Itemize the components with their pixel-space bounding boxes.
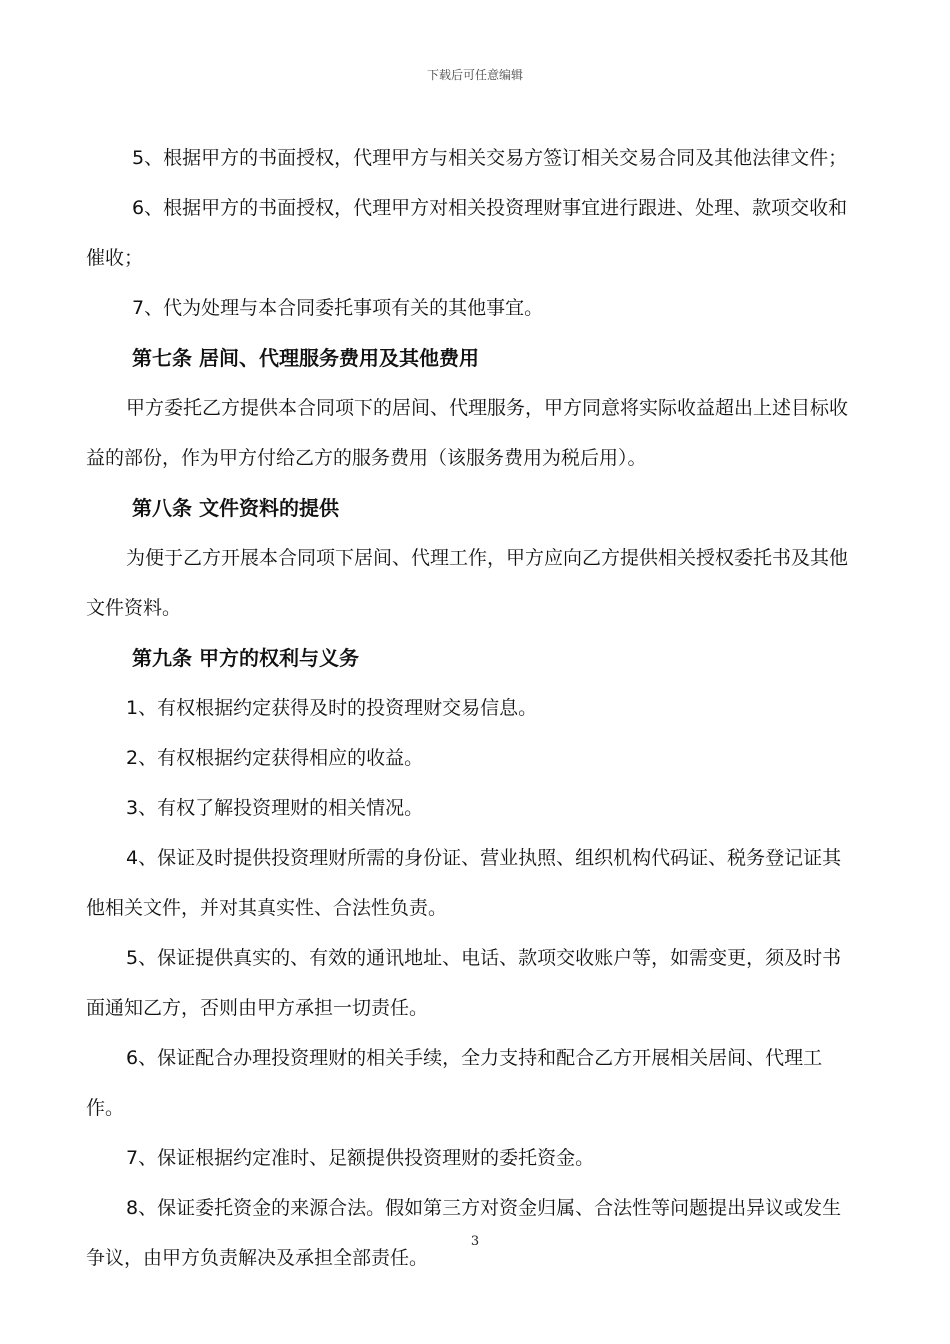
article-9-item-7: 7、保证根据约定准时、足额提供投资理财的委托资金。 bbox=[126, 1147, 595, 1169]
article-9-item-2: 2、有权根据约定获得相应的收益。 bbox=[126, 747, 424, 769]
clause-item-5: 5、根据甲方的书面授权，代理甲方与相关交易方签订相关交易合同及其他法律文件； bbox=[132, 147, 848, 169]
article-9-item-6: 6、保证配合办理投资理财的相关手续，全力支持和配合乙方开展相关居间、代理工作。 bbox=[86, 1047, 823, 1119]
article-8-heading: 第八条 文件资料的提供 bbox=[132, 496, 339, 520]
article-9-item-4: 4、保证及时提供投资理财所需的身份证、营业执照、组织机构代码证、税务登记证其他相关文件，并对其真实性、合法性负责。 bbox=[86, 847, 842, 919]
article-9-heading: 第九条 甲方的权利与义务 bbox=[132, 646, 359, 670]
article-9-item-3: 3、有权了解投资理财的相关情况。 bbox=[126, 797, 424, 819]
article-9-item-1: 1、有权根据约定获得及时的投资理财交易信息。 bbox=[126, 697, 538, 719]
clause-item-6: 6、根据甲方的书面授权，代理甲方对相关投资理财事宜进行跟进、处理、款项交收和催收； bbox=[86, 197, 848, 269]
article-7-text: 甲方委托乙方提供本合同项下的居间、代理服务，甲方同意将实际收益超出上述目标收益的部份，作为甲方付给乙方的服务费用（该服务费用为税后用）。 bbox=[86, 397, 849, 469]
document-body bbox=[86, 133, 852, 1283]
page-number: 3 bbox=[470, 1234, 480, 1249]
article-7-heading: 第七条 居间、代理服务费用及其他费用 bbox=[132, 346, 479, 370]
clause-item-7: 7、代为处理与本合同委托事项有关的其他事宜。 bbox=[132, 297, 544, 319]
article-9-item-8: 8、保证委托资金的来源合法。假如第三方对资金归属、合法性等问题提出异议或发生争议，由甲方负责解决及承担全部责任。 bbox=[86, 1197, 842, 1269]
page-header: 下载后可任意编辑 bbox=[426, 68, 523, 82]
article-9-item-5: 5、保证提供真实的、有效的通讯地址、电话、款项交收账户等，如需变更，须及时书面通知乙方，否则由甲方承担一切责任。 bbox=[86, 947, 842, 1019]
article-8-text: 为便于乙方开展本合同项下居间、代理工作，甲方应向乙方提供相关授权委托书及其他文件资料。 bbox=[86, 547, 849, 619]
